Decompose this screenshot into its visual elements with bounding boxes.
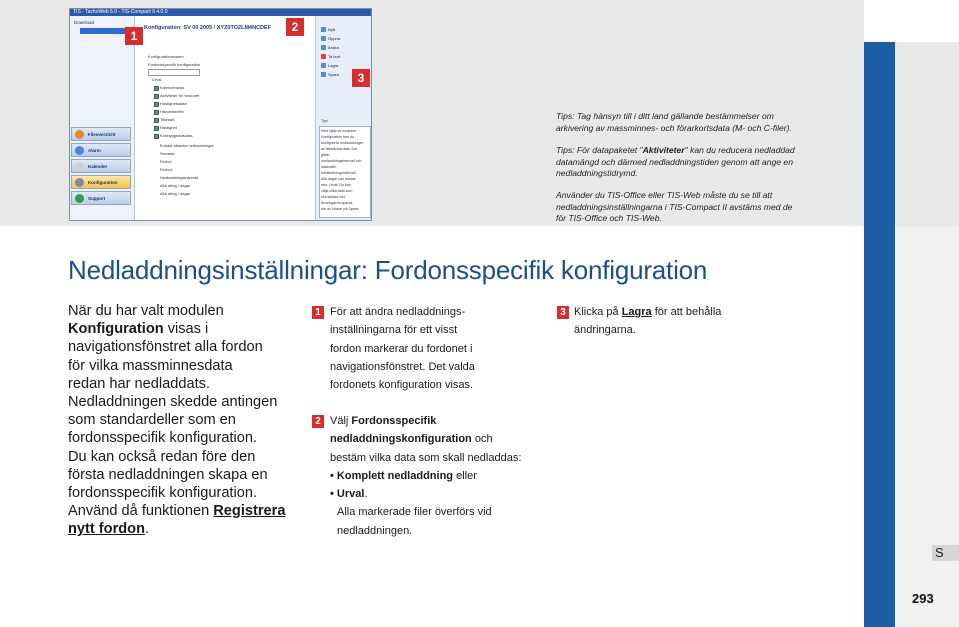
- nav-button-calendar: [71, 159, 131, 173]
- tips-line: nedladdningsintervall och: [321, 159, 362, 163]
- nav-button-fileoverview: [71, 127, 131, 141]
- intro-line: navigationsfönstret alla fordon: [68, 339, 263, 356]
- config-line: Endast aktuella nedladdningar: [160, 143, 214, 148]
- tips-line: datavalet.: [321, 165, 337, 169]
- step-line: [330, 485, 521, 503]
- config-checkbox: [154, 86, 159, 91]
- nav-icon: [75, 178, 84, 187]
- step-line: bestäm vilka data som skall nedladdas:: [330, 451, 522, 464]
- intro-text: .: [145, 521, 150, 538]
- step-text: och: [471, 433, 493, 446]
- config-line: Hastighetsdata: [160, 101, 187, 106]
- nav-icon: [75, 130, 84, 139]
- step-text: Välj: [330, 415, 352, 427]
- blue-side-bar: [864, 42, 895, 627]
- config-line: Kalenderdata: [160, 85, 184, 90]
- intro-line: redan har nedladdats.: [68, 375, 210, 392]
- intro-line: som standardeller som en: [68, 412, 236, 429]
- edit-icon: [321, 45, 326, 50]
- nav-button-alarm: [71, 143, 131, 157]
- intro-line: [68, 502, 285, 520]
- tips-line: gäller: [321, 153, 330, 157]
- action-item: Ta bort: [328, 54, 341, 59]
- new-vehicle-link: nytt fordon: [68, 521, 146, 538]
- tree-item-download: Download: [74, 20, 95, 25]
- step-line: [574, 303, 721, 321]
- intro-text: visas i: [163, 321, 209, 338]
- intro-line: Du kan också redan före den: [68, 448, 256, 465]
- nav-icon: [75, 146, 84, 155]
- config-line: Tekniskt: [160, 117, 175, 122]
- tips-line: välja vilka data som: [321, 189, 353, 193]
- config-line: Urval: [152, 77, 162, 82]
- tips-line: Ändringarna sparas: [321, 201, 353, 205]
- action-item: Spara: [328, 72, 339, 77]
- config-line: Aktiviteter för fordonet: [160, 93, 200, 98]
- step-text: Klicka på: [574, 306, 622, 318]
- step-line: [330, 467, 521, 485]
- tip-text: Tips: För datapaketet ": [556, 145, 643, 155]
- step-line: För att ändra nedladdnings-: [330, 306, 466, 318]
- step-text: eller: [453, 469, 477, 482]
- step-line: nedladdningen.: [337, 524, 413, 537]
- step-badge-1: 1: [312, 306, 324, 319]
- step-bold: • Komplett nedladdning: [330, 469, 454, 482]
- page-heading: Nedladdningsinställningar: Fordonsspecifik konfiguration: [68, 255, 708, 285]
- intro-line: fordonsspecifik konfiguration.: [68, 485, 258, 502]
- tips-label: Tips: [321, 119, 328, 123]
- config-line: Konfigurationsnamn: [148, 54, 184, 59]
- config-checkbox: [154, 94, 159, 99]
- config-checkbox: [154, 118, 159, 123]
- software-screenshot: [69, 8, 372, 221]
- nav-button-label: Support: [88, 196, 106, 201]
- intro-text: Använd då funktionen: [68, 503, 214, 520]
- step-text: .: [364, 488, 368, 501]
- section-letter: S: [932, 545, 959, 561]
- tips-line: Med hjälp av modulen: [321, 129, 357, 133]
- config-line: Period: [160, 159, 172, 164]
- step-bold: • Urval: [330, 488, 365, 501]
- nav-button-label: Fileoverzicht: [88, 132, 116, 137]
- screenshot-titlebar: TIS - TachoWeb 5.0 - TIS-Compact II 4.0.0: [70, 9, 372, 16]
- tips-line: konfigurera nedladdningen: [321, 141, 364, 145]
- delete-icon: [321, 54, 326, 59]
- tip-activities: [556, 145, 796, 180]
- tips-line: när du klickar på Spara.: [321, 207, 359, 211]
- intro-column: [68, 302, 285, 539]
- nav-button-configuration: [71, 175, 131, 189]
- intro-line: Nedladdningen skedde antingen: [68, 394, 278, 411]
- config-line: Alla uttag / dagar: [160, 183, 191, 188]
- step-badge-2: 2: [312, 415, 324, 428]
- disk-icon: [321, 72, 326, 77]
- step-bold: Fordonsspecifik: [351, 415, 437, 427]
- side-strip: [895, 226, 959, 627]
- config-line: Period:: [160, 167, 173, 172]
- nav-icon: [75, 194, 84, 203]
- config-checkbox: [154, 134, 159, 139]
- step-badge-3: 3: [557, 306, 569, 319]
- config-line: Händelser/fel: [160, 109, 184, 114]
- config-checkbox: [154, 102, 159, 107]
- config-title: Konfiguration: SV 00 2005 / XYZ0TO2LM4NCDEF: [144, 25, 272, 31]
- intro-line: [68, 520, 285, 538]
- open-icon: [321, 36, 326, 41]
- module-name: Konfiguration: [68, 321, 164, 338]
- callout-badge-1: 1: [125, 27, 143, 45]
- step-line: navigationsfönstret. Det valda: [330, 360, 475, 373]
- step-3-text: [574, 303, 721, 340]
- top-white-corner: [864, 0, 959, 42]
- step-line: [330, 430, 521, 448]
- nav-button-support: [71, 191, 131, 205]
- step-line: fordonets konfiguration visas.: [330, 379, 474, 392]
- step-line: ändringarna.: [574, 324, 636, 337]
- step-text: för att behålla: [651, 306, 722, 318]
- config-line: Hastighet: [160, 125, 177, 130]
- action-item: Ändra: [328, 45, 339, 50]
- register-link: Registrera: [213, 503, 286, 520]
- config-dropdown: [148, 69, 200, 76]
- config-line: Kortbyggnadsdata: [160, 133, 193, 138]
- tips-line: Alla dagar kan laddas: [321, 177, 356, 181]
- step-1-text: [330, 303, 475, 394]
- callout-badge-3: 3: [352, 69, 370, 87]
- step-line: inställningarna för ett visst: [330, 324, 458, 337]
- nav-button-label: Kalender: [88, 164, 108, 169]
- page-number: 293: [912, 591, 934, 606]
- tips-line: Konfiguration kan du: [321, 135, 354, 139]
- callout-badge-2: 2: [286, 18, 304, 36]
- config-line: Senaste: [160, 151, 175, 156]
- tree-item-selected: [80, 28, 128, 34]
- tips-line: av färdskrivardata. Det: [321, 147, 358, 151]
- nav-button-label: Alarm: [88, 148, 101, 153]
- nav-icon: [75, 162, 84, 171]
- intro-line: När du har valt modulen: [68, 303, 224, 319]
- save-link: Lagra: [621, 306, 652, 318]
- step-line: fordon markerar du fordonet i: [330, 342, 473, 355]
- config-line: Alla uttag / dagar: [160, 191, 191, 196]
- action-item: Öppna: [328, 36, 341, 41]
- config-checkbox: [154, 110, 159, 115]
- tips-line: Nedladdningsintervall:: [321, 171, 357, 175]
- tip-bold-text: Aktiviteter: [642, 145, 685, 155]
- tips-line: ska laddas ned.: [321, 195, 347, 199]
- intro-line: för vilka massminnesdata: [68, 357, 233, 374]
- step-bold: nedladdningskonfiguration: [330, 433, 472, 446]
- tips-line: ned. Urval: Du kan: [321, 183, 351, 187]
- step-line: [330, 412, 521, 430]
- action-item: Nytt: [328, 27, 336, 32]
- nav-button-label: Konfiguration: [88, 180, 118, 185]
- tip-archiving: Tips: Tag hänsyn till i ditt land gällande bestämmelser om arkivering av massminnes- och förarkortsdata (M- och C-filer).: [556, 111, 792, 133]
- config-line: Fordonsspecifik konfiguration: [148, 62, 201, 67]
- intro-line: fordonsspecifik konfiguration.: [68, 430, 258, 447]
- step-2-text: [330, 412, 521, 540]
- intro-line: första nedladdningen skapa en: [68, 466, 268, 483]
- new-icon: [321, 27, 326, 32]
- step-line: Alla markerade filer överförs vid: [337, 506, 492, 519]
- action-item: Lagra: [328, 63, 339, 68]
- save-icon: [321, 63, 326, 68]
- tip-tis-office: Använder du TIS-Office eller TIS-Web måste du se till att nedladdningsinställningarna i TIS-Compact II avstäms med de för TIS-Office och TIS-Web.: [556, 190, 793, 224]
- intro-line: [68, 320, 285, 338]
- tip-text: " kan du reducera nedladdad datamängd och därmed nedladdningstiden genom att ange en nedladdningstidrymd.: [556, 145, 795, 179]
- config-line: Nedladdningsintervall: [160, 175, 199, 180]
- config-checkbox: [154, 126, 159, 131]
